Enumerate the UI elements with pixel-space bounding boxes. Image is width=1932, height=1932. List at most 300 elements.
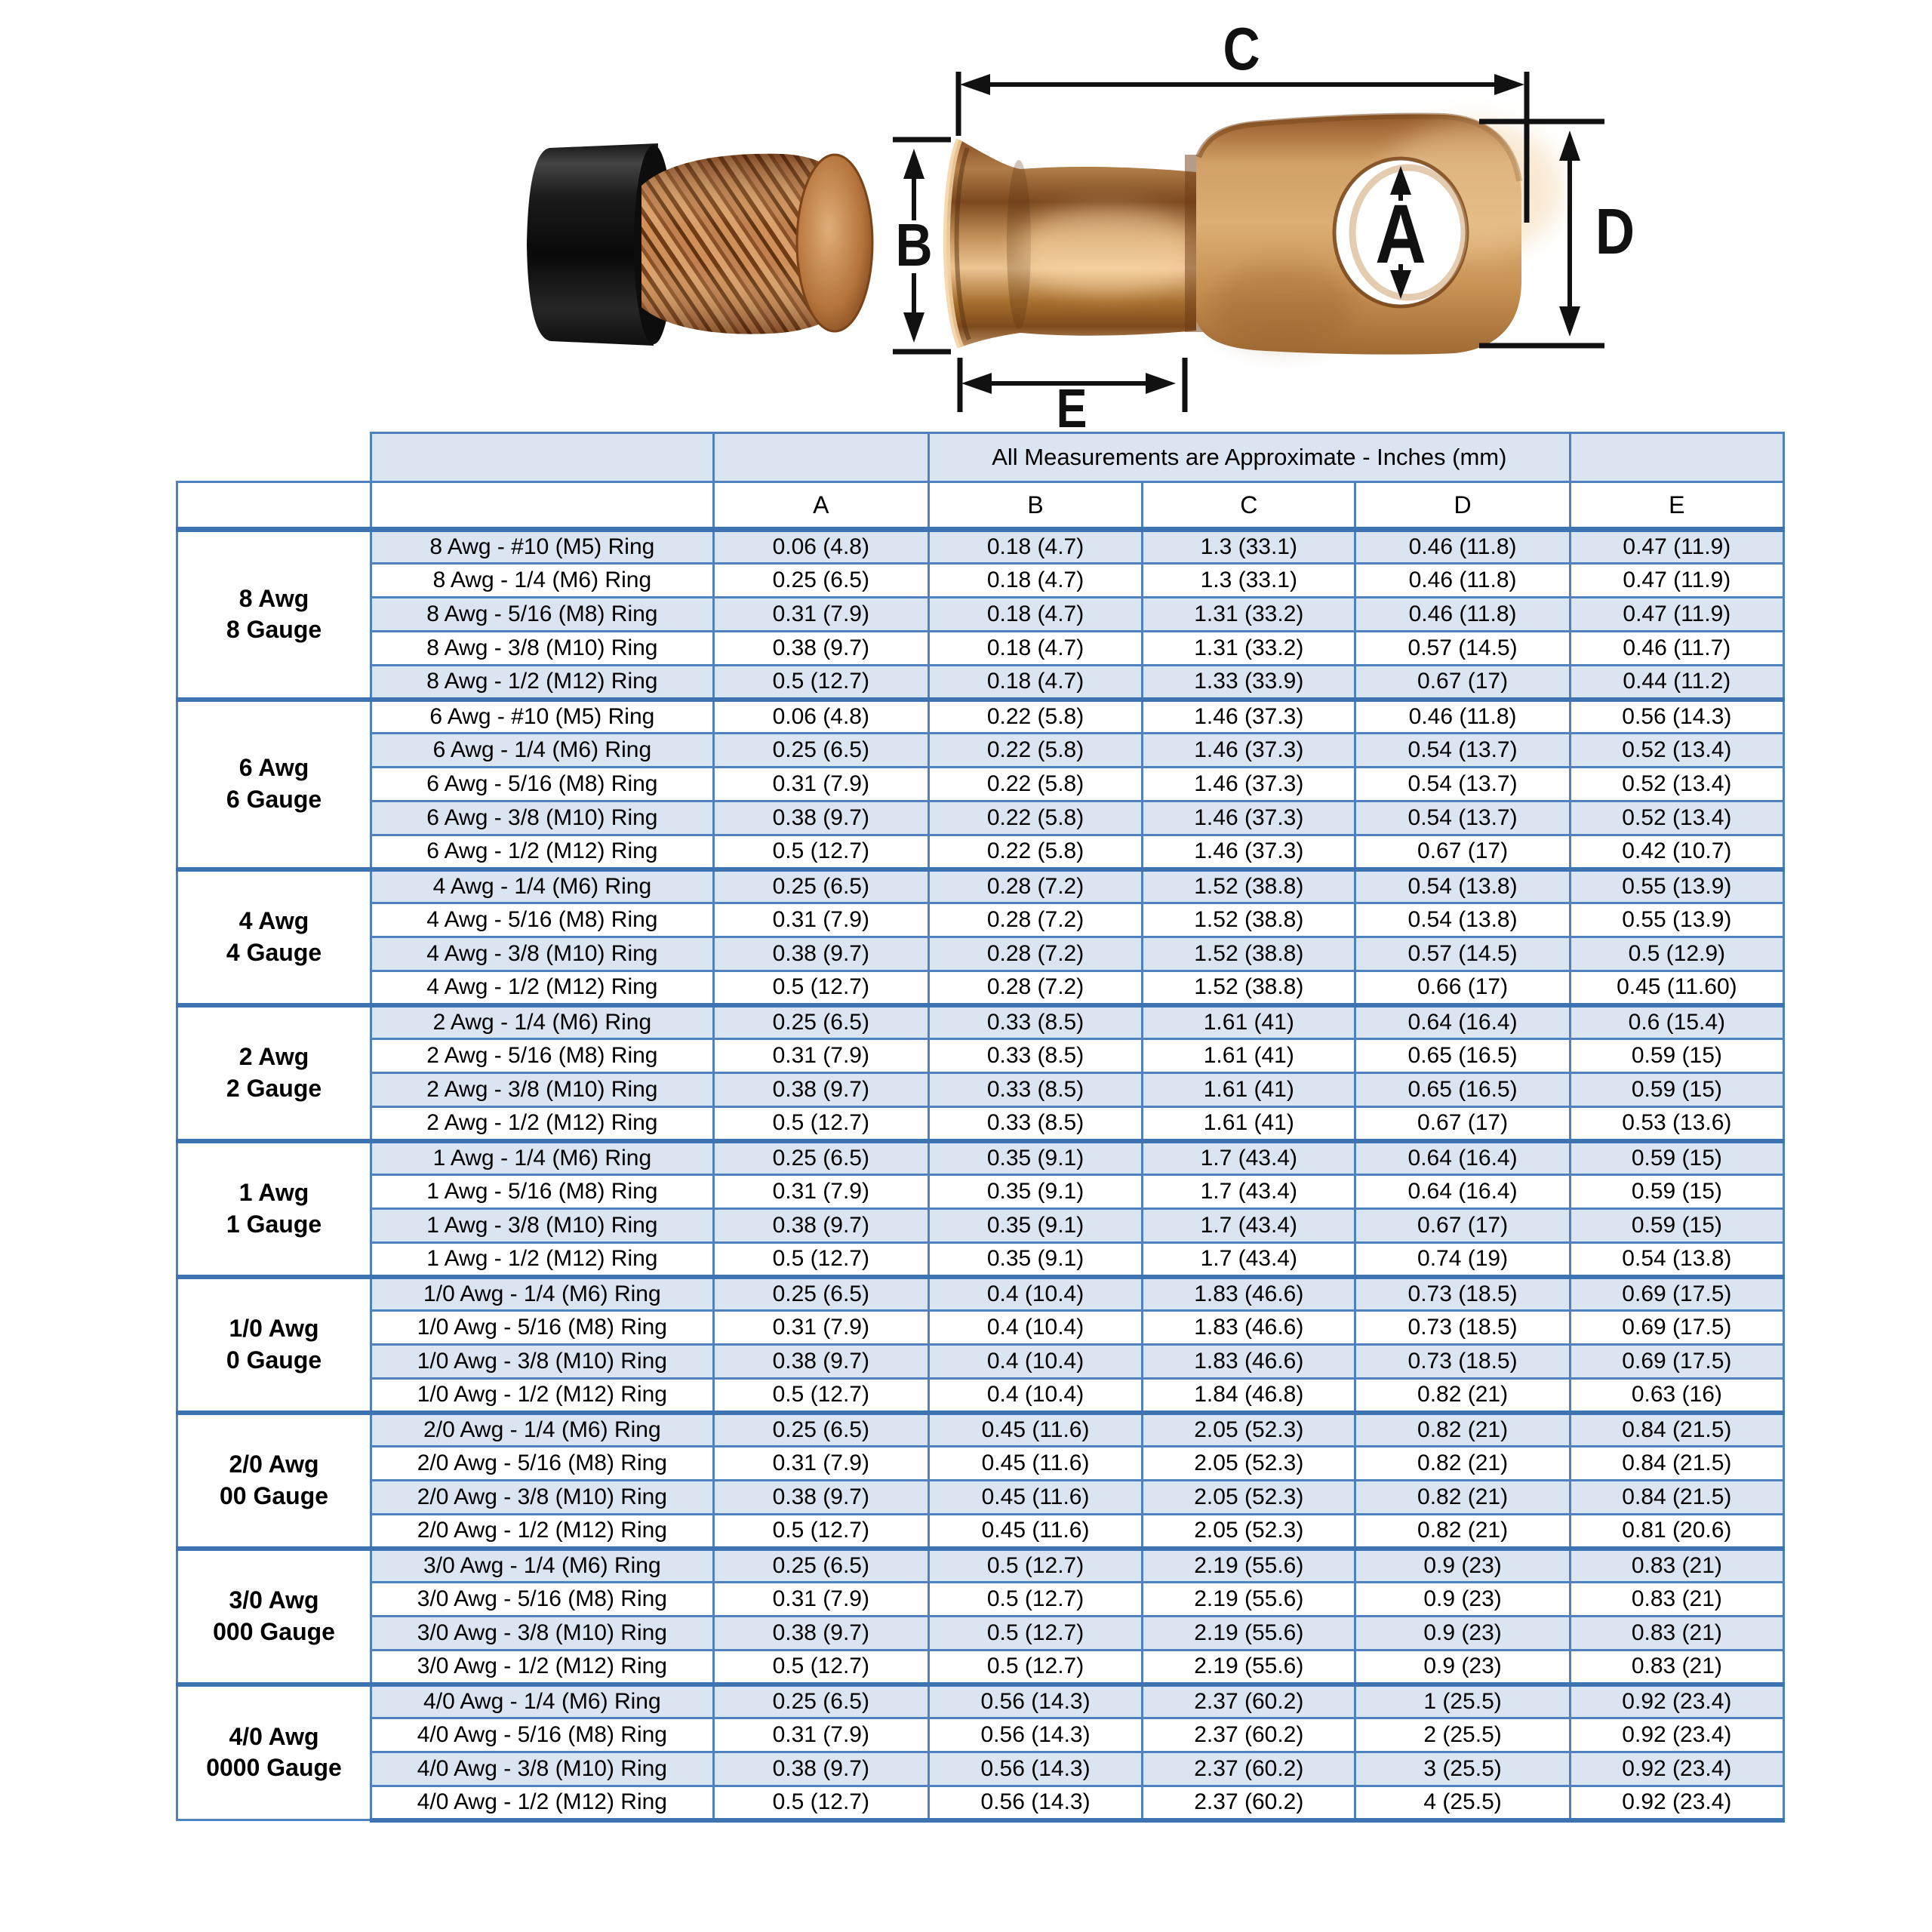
value-a: 0.25 (6.5): [713, 734, 928, 768]
dim-a-label: A: [1375, 187, 1426, 281]
value-c: 1.83 (46.6): [1143, 1311, 1355, 1345]
table-row: [177, 971, 1784, 1005]
value-c: 1.46 (37.3): [1143, 835, 1355, 869]
item-label: 4 Awg - 1/2 (M12) Ring: [371, 971, 714, 1005]
item-label: 8 Awg - 1/4 (M6) Ring: [371, 564, 714, 598]
table-row: [177, 1684, 1784, 1718]
table-row: [177, 1515, 1784, 1549]
value-d: 0.9 (23): [1355, 1549, 1570, 1583]
value-b: 0.45 (11.6): [928, 1447, 1142, 1481]
value-e: 0.92 (23.4): [1570, 1786, 1783, 1820]
table-row: [177, 1039, 1784, 1073]
value-b: 0.4 (10.4): [928, 1379, 1142, 1413]
value-e: 0.46 (11.7): [1570, 632, 1783, 666]
value-e: 0.81 (20.6): [1570, 1515, 1783, 1549]
value-d: 0.54 (13.7): [1355, 768, 1570, 801]
value-e: 0.47 (11.9): [1570, 598, 1783, 632]
item-label: 3/0 Awg - 1/4 (M6) Ring: [371, 1549, 714, 1583]
table-row: [177, 1175, 1784, 1209]
value-e: 0.69 (17.5): [1570, 1277, 1783, 1311]
value-c: 2.05 (52.3): [1143, 1515, 1355, 1549]
value-e: 0.59 (15): [1570, 1209, 1783, 1243]
group-label: 8 Awg 8 Gauge: [177, 530, 371, 700]
value-e: 0.53 (13.6): [1570, 1107, 1783, 1141]
item-label: 2 Awg - 5/16 (M8) Ring: [371, 1039, 714, 1073]
value-b: 0.35 (9.1): [928, 1209, 1142, 1243]
value-d: 0.54 (13.7): [1355, 801, 1570, 835]
value-e: 0.44 (11.2): [1570, 666, 1783, 700]
item-label: 2/0 Awg - 3/8 (M10) Ring: [371, 1481, 714, 1515]
item-label: 6 Awg - 1/2 (M12) Ring: [371, 835, 714, 869]
value-b: 0.5 (12.7): [928, 1651, 1142, 1684]
value-c: 1.52 (38.8): [1143, 937, 1355, 971]
item-label: 2 Awg - 1/2 (M12) Ring: [371, 1107, 714, 1141]
value-b: 0.18 (4.7): [928, 530, 1142, 564]
value-a: 0.38 (9.7): [713, 1345, 928, 1379]
value-c: 1.46 (37.3): [1143, 801, 1355, 835]
value-e: 0.92 (23.4): [1570, 1684, 1783, 1718]
value-e: 0.42 (10.7): [1570, 835, 1783, 869]
group-label: 6 Awg 6 Gauge: [177, 700, 371, 869]
value-d: 0.82 (21): [1355, 1379, 1570, 1413]
table-row: [177, 1447, 1784, 1481]
value-d: 0.9 (23): [1355, 1617, 1570, 1651]
value-d: 0.46 (11.8): [1355, 530, 1570, 564]
value-c: 1.52 (38.8): [1143, 971, 1355, 1005]
value-d: 2 (25.5): [1355, 1718, 1570, 1752]
value-e: 0.59 (15): [1570, 1175, 1783, 1209]
item-label: 8 Awg - 5/16 (M8) Ring: [371, 598, 714, 632]
table-title: All Measurements are Approximate - Inches (mm): [928, 433, 1570, 482]
header-spacer: [177, 433, 371, 482]
dim-e-label: E: [1056, 379, 1088, 432]
value-d: 0.67 (17): [1355, 835, 1570, 869]
item-label: 4 Awg - 5/16 (M8) Ring: [371, 903, 714, 937]
value-a: 0.38 (9.7): [713, 1617, 928, 1651]
value-a: 0.38 (9.7): [713, 1481, 928, 1515]
value-e: 0.69 (17.5): [1570, 1311, 1783, 1345]
dim-d-arrowhead-down: [1559, 306, 1580, 337]
item-label: 2/0 Awg - 1/4 (M6) Ring: [371, 1413, 714, 1447]
value-d: 0.65 (16.5): [1355, 1039, 1570, 1073]
dim-c-label: C: [1223, 14, 1260, 83]
table-row: [177, 1651, 1784, 1684]
spec-table: [176, 432, 1785, 1823]
column-header-c: C: [1143, 482, 1355, 530]
header-spacer: [177, 482, 371, 530]
value-d: 0.67 (17): [1355, 666, 1570, 700]
value-d: 0.73 (18.5): [1355, 1277, 1570, 1311]
value-d: 0.46 (11.8): [1355, 700, 1570, 734]
item-label: 4 Awg - 3/8 (M10) Ring: [371, 937, 714, 971]
value-d: 0.74 (19): [1355, 1243, 1570, 1277]
value-a: 0.5 (12.7): [713, 835, 928, 869]
group-label: 2 Awg 2 Gauge: [177, 1005, 371, 1141]
value-a: 0.38 (9.7): [713, 801, 928, 835]
value-c: 1.31 (33.2): [1143, 598, 1355, 632]
column-header-b: B: [928, 482, 1142, 530]
value-e: 0.83 (21): [1570, 1651, 1783, 1684]
table-row: [177, 1243, 1784, 1277]
dim-e-arrowhead-left: [961, 373, 992, 394]
table-row: [177, 1549, 1784, 1583]
column-header-item: [371, 482, 714, 530]
item-label: 4/0 Awg - 3/8 (M10) Ring: [371, 1752, 714, 1786]
item-label: 1 Awg - 1/2 (M12) Ring: [371, 1243, 714, 1277]
value-c: 1.7 (43.4): [1143, 1175, 1355, 1209]
item-label: 6 Awg - 1/4 (M6) Ring: [371, 734, 714, 768]
value-e: 0.59 (15): [1570, 1141, 1783, 1175]
value-b: 0.45 (11.6): [928, 1515, 1142, 1549]
value-a: 0.25 (6.5): [713, 564, 928, 598]
table-row: [177, 1718, 1784, 1752]
value-e: 0.45 (11.60): [1570, 971, 1783, 1005]
table-row: [177, 1413, 1784, 1447]
item-label: 1 Awg - 5/16 (M8) Ring: [371, 1175, 714, 1209]
value-a: 0.5 (12.7): [713, 666, 928, 700]
value-e: 0.54 (13.8): [1570, 1243, 1783, 1277]
table-row: [177, 1277, 1784, 1311]
value-d: 0.82 (21): [1355, 1413, 1570, 1447]
value-d: 0.82 (21): [1355, 1447, 1570, 1481]
value-e: 0.55 (13.9): [1570, 869, 1783, 903]
value-e: 0.55 (13.9): [1570, 903, 1783, 937]
value-d: 0.73 (18.5): [1355, 1311, 1570, 1345]
header-columns-row: [177, 482, 1784, 530]
value-a: 0.31 (7.9): [713, 903, 928, 937]
value-b: 0.5 (12.7): [928, 1583, 1142, 1617]
value-c: 1.52 (38.8): [1143, 869, 1355, 903]
item-label: 6 Awg - 5/16 (M8) Ring: [371, 768, 714, 801]
item-label: 2 Awg - 3/8 (M10) Ring: [371, 1073, 714, 1107]
item-label: 8 Awg - 3/8 (M10) Ring: [371, 632, 714, 666]
cable-strands-end-cap: [797, 155, 872, 331]
value-d: 0.64 (16.4): [1355, 1141, 1570, 1175]
value-a: 0.31 (7.9): [713, 1583, 928, 1617]
value-a: 0.31 (7.9): [713, 1311, 928, 1345]
item-label: 1/0 Awg - 1/4 (M6) Ring: [371, 1277, 714, 1311]
table-row: [177, 564, 1784, 598]
dim-b-arrowhead-down: [903, 312, 924, 343]
value-b: 0.4 (10.4): [928, 1311, 1142, 1345]
table-row: [177, 1311, 1784, 1345]
item-label: 3/0 Awg - 5/16 (M8) Ring: [371, 1583, 714, 1617]
value-a: 0.38 (9.7): [713, 632, 928, 666]
table-row: [177, 768, 1784, 801]
value-b: 0.22 (5.8): [928, 835, 1142, 869]
value-d: 0.57 (14.5): [1355, 632, 1570, 666]
value-e: 0.59 (15): [1570, 1039, 1783, 1073]
value-c: 2.05 (52.3): [1143, 1481, 1355, 1515]
value-d: 0.82 (21): [1355, 1515, 1570, 1549]
value-d: 0.54 (13.7): [1355, 734, 1570, 768]
value-b: 0.22 (5.8): [928, 801, 1142, 835]
value-e: 0.52 (13.4): [1570, 801, 1783, 835]
value-a: 0.5 (12.7): [713, 1515, 928, 1549]
item-label: 1/0 Awg - 5/16 (M8) Ring: [371, 1311, 714, 1345]
value-a: 0.31 (7.9): [713, 1718, 928, 1752]
table-row: [177, 937, 1784, 971]
value-e: 0.84 (21.5): [1570, 1481, 1783, 1515]
value-b: 0.28 (7.2): [928, 937, 1142, 971]
value-e: 0.6 (15.4): [1570, 1005, 1783, 1039]
item-label: 1/0 Awg - 1/2 (M12) Ring: [371, 1379, 714, 1413]
header-a-blank: [713, 433, 928, 482]
table-row: [177, 632, 1784, 666]
value-c: 1.3 (33.1): [1143, 564, 1355, 598]
value-b: 0.28 (7.2): [928, 869, 1142, 903]
value-e: 0.56 (14.3): [1570, 700, 1783, 734]
value-a: 0.5 (12.7): [713, 1651, 928, 1684]
value-b: 0.18 (4.7): [928, 666, 1142, 700]
value-a: 0.25 (6.5): [713, 1141, 928, 1175]
item-label: 2 Awg - 1/4 (M6) Ring: [371, 1005, 714, 1039]
item-label: 3/0 Awg - 1/2 (M12) Ring: [371, 1651, 714, 1684]
table-row: [177, 903, 1784, 937]
value-c: 1.61 (41): [1143, 1107, 1355, 1141]
group-label: 4 Awg 4 Gauge: [177, 869, 371, 1005]
value-b: 0.5 (12.7): [928, 1617, 1142, 1651]
value-d: 0.64 (16.4): [1355, 1005, 1570, 1039]
table-row: [177, 1379, 1784, 1413]
spec-table-container: [176, 432, 1785, 1823]
value-c: 2.37 (60.2): [1143, 1718, 1355, 1752]
value-d: 3 (25.5): [1355, 1752, 1570, 1786]
value-e: 0.84 (21.5): [1570, 1447, 1783, 1481]
value-e: 0.52 (13.4): [1570, 768, 1783, 801]
item-label: 1 Awg - 1/4 (M6) Ring: [371, 1141, 714, 1175]
value-d: 0.46 (11.8): [1355, 598, 1570, 632]
value-b: 0.28 (7.2): [928, 903, 1142, 937]
value-b: 0.33 (8.5): [928, 1039, 1142, 1073]
value-e: 0.92 (23.4): [1570, 1718, 1783, 1752]
value-b: 0.4 (10.4): [928, 1345, 1142, 1379]
value-b: 0.22 (5.8): [928, 734, 1142, 768]
item-label: 6 Awg - #10 (M5) Ring: [371, 700, 714, 734]
value-d: 0.82 (21): [1355, 1481, 1570, 1515]
value-b: 0.18 (4.7): [928, 564, 1142, 598]
value-a: 0.31 (7.9): [713, 598, 928, 632]
value-b: 0.18 (4.7): [928, 632, 1142, 666]
item-label: 6 Awg - 3/8 (M10) Ring: [371, 801, 714, 835]
value-c: 1.33 (33.9): [1143, 666, 1355, 700]
value-d: 0.65 (16.5): [1355, 1073, 1570, 1107]
value-c: 1.31 (33.2): [1143, 632, 1355, 666]
group-label: 2/0 Awg 00 Gauge: [177, 1413, 371, 1549]
value-e: 0.92 (23.4): [1570, 1752, 1783, 1786]
value-c: 2.37 (60.2): [1143, 1786, 1355, 1820]
value-b: 0.35 (9.1): [928, 1175, 1142, 1209]
value-e: 0.47 (11.9): [1570, 530, 1783, 564]
table-row: [177, 666, 1784, 700]
value-d: 0.54 (13.8): [1355, 903, 1570, 937]
value-a: 0.31 (7.9): [713, 768, 928, 801]
column-header-a: A: [713, 482, 928, 530]
value-a: 0.06 (4.8): [713, 530, 928, 564]
header-item-blank: [371, 433, 714, 482]
item-label: 1/0 Awg - 3/8 (M10) Ring: [371, 1345, 714, 1379]
table-row: [177, 835, 1784, 869]
table-row: [177, 1617, 1784, 1651]
value-b: 0.45 (11.6): [928, 1413, 1142, 1447]
value-a: 0.38 (9.7): [713, 937, 928, 971]
value-e: 0.83 (21): [1570, 1617, 1783, 1651]
dim-e-arrowhead-right: [1146, 373, 1176, 394]
header-title-row: [177, 433, 1784, 482]
value-b: 0.35 (9.1): [928, 1141, 1142, 1175]
value-c: 2.19 (55.6): [1143, 1617, 1355, 1651]
item-label: 4/0 Awg - 1/2 (M12) Ring: [371, 1786, 714, 1820]
dim-d-arrowhead-up: [1559, 131, 1580, 161]
value-c: 1.52 (38.8): [1143, 903, 1355, 937]
value-c: 1.46 (37.3): [1143, 700, 1355, 734]
value-a: 0.5 (12.7): [713, 1243, 928, 1277]
value-a: 0.25 (6.5): [713, 1549, 928, 1583]
table-row: [177, 1786, 1784, 1820]
value-d: 0.9 (23): [1355, 1651, 1570, 1684]
value-c: 1.83 (46.6): [1143, 1277, 1355, 1311]
value-b: 0.56 (14.3): [928, 1786, 1142, 1820]
value-c: 1.7 (43.4): [1143, 1141, 1355, 1175]
value-e: 0.59 (15): [1570, 1073, 1783, 1107]
value-a: 0.38 (9.7): [713, 1752, 928, 1786]
table-row: [177, 1073, 1784, 1107]
group-label: 4/0 Awg 0000 Gauge: [177, 1684, 371, 1820]
value-e: 0.83 (21): [1570, 1549, 1783, 1583]
table-row: [177, 700, 1784, 734]
value-b: 0.18 (4.7): [928, 598, 1142, 632]
table-row: [177, 598, 1784, 632]
value-b: 0.33 (8.5): [928, 1073, 1142, 1107]
value-a: 0.25 (6.5): [713, 1277, 928, 1311]
header-e-blank: [1570, 433, 1783, 482]
value-a: 0.25 (6.5): [713, 869, 928, 903]
item-label: 8 Awg - #10 (M5) Ring: [371, 530, 714, 564]
value-e: 0.69 (17.5): [1570, 1345, 1783, 1379]
dim-b-label: B: [895, 211, 933, 279]
column-header-e: E: [1570, 482, 1783, 530]
value-c: 1.61 (41): [1143, 1073, 1355, 1107]
value-a: 0.25 (6.5): [713, 1413, 928, 1447]
table-row: [177, 1345, 1784, 1379]
value-b: 0.56 (14.3): [928, 1718, 1142, 1752]
value-a: 0.38 (9.7): [713, 1209, 928, 1243]
value-b: 0.45 (11.6): [928, 1481, 1142, 1515]
value-a: 0.38 (9.7): [713, 1073, 928, 1107]
table-row: [177, 1141, 1784, 1175]
table-row: [177, 1107, 1784, 1141]
battery-cable: [527, 143, 872, 346]
value-b: 0.35 (9.1): [928, 1243, 1142, 1277]
table-row: [177, 1752, 1784, 1786]
table-row: [177, 869, 1784, 903]
value-d: 0.54 (13.8): [1355, 869, 1570, 903]
group-label: 3/0 Awg 000 Gauge: [177, 1549, 371, 1684]
item-label: 4 Awg - 1/4 (M6) Ring: [371, 869, 714, 903]
value-c: 1.61 (41): [1143, 1039, 1355, 1073]
value-a: 0.06 (4.8): [713, 700, 928, 734]
value-a: 0.31 (7.9): [713, 1175, 928, 1209]
value-c: 2.37 (60.2): [1143, 1752, 1355, 1786]
item-label: 2/0 Awg - 1/2 (M12) Ring: [371, 1515, 714, 1549]
value-c: 2.05 (52.3): [1143, 1413, 1355, 1447]
value-a: 0.25 (6.5): [713, 1005, 928, 1039]
item-label: 2/0 Awg - 5/16 (M8) Ring: [371, 1447, 714, 1481]
value-c: 2.19 (55.6): [1143, 1651, 1355, 1684]
value-a: 0.31 (7.9): [713, 1447, 928, 1481]
spec-table-body: [177, 530, 1784, 1820]
value-a: 0.31 (7.9): [713, 1039, 928, 1073]
value-b: 0.22 (5.8): [928, 700, 1142, 734]
table-row: [177, 1209, 1784, 1243]
value-e: 0.5 (12.9): [1570, 937, 1783, 971]
value-e: 0.47 (11.9): [1570, 564, 1783, 598]
value-a: 0.5 (12.7): [713, 1786, 928, 1820]
group-label: 1 Awg 1 Gauge: [177, 1141, 371, 1277]
value-b: 0.22 (5.8): [928, 768, 1142, 801]
table-row: [177, 1583, 1784, 1617]
value-d: 0.9 (23): [1355, 1583, 1570, 1617]
value-d: 0.57 (14.5): [1355, 937, 1570, 971]
dim-c-arrowhead-left: [960, 74, 990, 95]
value-c: 1.46 (37.3): [1143, 734, 1355, 768]
table-row: [177, 1481, 1784, 1515]
item-label: 3/0 Awg - 3/8 (M10) Ring: [371, 1617, 714, 1651]
table-row: [177, 801, 1784, 835]
dim-c-arrowhead-right: [1494, 74, 1524, 95]
value-d: 0.64 (16.4): [1355, 1175, 1570, 1209]
product-illustration: [0, 0, 1932, 432]
value-c: 1.84 (46.8): [1143, 1379, 1355, 1413]
value-a: 0.25 (6.5): [713, 1684, 928, 1718]
value-d: 0.73 (18.5): [1355, 1345, 1570, 1379]
item-label: 1 Awg - 3/8 (M10) Ring: [371, 1209, 714, 1243]
table-row: [177, 1005, 1784, 1039]
value-b: 0.33 (8.5): [928, 1107, 1142, 1141]
value-b: 0.56 (14.3): [928, 1684, 1142, 1718]
table-row: [177, 530, 1784, 564]
dim-b-arrowhead-up: [903, 149, 924, 179]
value-b: 0.33 (8.5): [928, 1005, 1142, 1039]
value-e: 0.84 (21.5): [1570, 1413, 1783, 1447]
value-c: 2.05 (52.3): [1143, 1447, 1355, 1481]
item-label: 8 Awg - 1/2 (M12) Ring: [371, 666, 714, 700]
item-label: 4/0 Awg - 5/16 (M8) Ring: [371, 1718, 714, 1752]
value-c: 1.46 (37.3): [1143, 768, 1355, 801]
value-e: 0.83 (21): [1570, 1583, 1783, 1617]
lug-plate-lower-shade: [1211, 264, 1355, 347]
value-a: 0.5 (12.7): [713, 1379, 928, 1413]
dim-d-label: D: [1595, 195, 1635, 268]
value-d: 0.66 (17): [1355, 971, 1570, 1005]
value-c: 1.7 (43.4): [1143, 1243, 1355, 1277]
value-b: 0.4 (10.4): [928, 1277, 1142, 1311]
value-a: 0.5 (12.7): [713, 971, 928, 1005]
value-d: 0.46 (11.8): [1355, 564, 1570, 598]
item-label: 4/0 Awg - 1/4 (M6) Ring: [371, 1684, 714, 1718]
value-c: 1.7 (43.4): [1143, 1209, 1355, 1243]
value-d: 0.67 (17): [1355, 1209, 1570, 1243]
value-c: 1.83 (46.6): [1143, 1345, 1355, 1379]
group-label: 1/0 Awg 0 Gauge: [177, 1277, 371, 1413]
value-c: 1.61 (41): [1143, 1005, 1355, 1039]
value-e: 0.63 (16): [1570, 1379, 1783, 1413]
copper-lug: [946, 114, 1562, 354]
value-d: 0.67 (17): [1355, 1107, 1570, 1141]
value-b: 0.5 (12.7): [928, 1549, 1142, 1583]
value-d: 4 (25.5): [1355, 1786, 1570, 1820]
lug-barrel-highlight: [1017, 208, 1198, 291]
